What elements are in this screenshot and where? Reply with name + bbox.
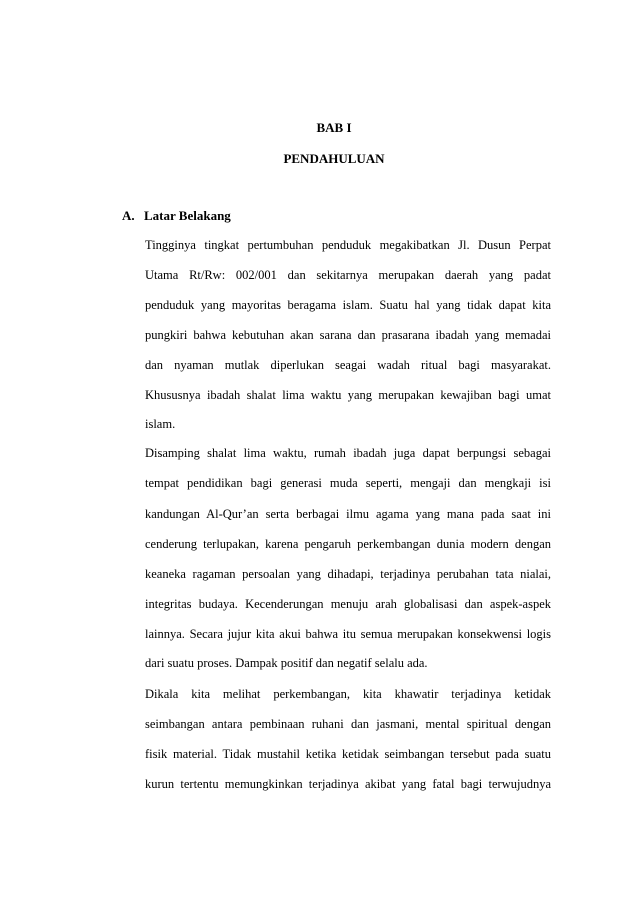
section-title: Latar Belakang [144,208,231,223]
section-label: A. [122,208,135,223]
chapter-number: BAB I [316,120,352,135]
paragraph-line: Khususnya ibadah shalat lima waktu yang merupakan kewajiban bagi umat [145,388,551,402]
paragraph-line: lainnya. Secara jujur kita akui bahwa itu semua merupakan konsekwensi logis [145,627,551,641]
paragraph-line: Disamping shalat lima waktu, rumah ibadah juga dapat berpungsi sebagai [145,446,551,460]
section-heading [122,208,231,224]
paragraph-line: penduduk yang mayoritas beragama islam. Suatu hal yang tidak dapat kita [145,298,551,312]
paragraph-line: kandungan Al-Qur’an serta berbagai ilmu agama yang mana pada saat ini [145,507,551,521]
paragraph-line: kurun tertentu memungkinkan terjadinya akibat yang fatal bagi terwujudnya [145,777,551,791]
paragraph-line: Utama Rt/Rw: 002/001 dan sekitarnya merupakan daerah yang padat [145,268,551,282]
paragraph-line: integritas budaya. Kecenderungan menuju arah globalisasi dan aspek-aspek [145,597,551,611]
paragraph-line: tempat pendidikan bagi generasi muda seperti, mengaji dan mengkaji isi [145,476,551,490]
paragraph-line: fisik material. Tidak mustahil ketika ketidak seimbangan tersebut pada suatu [145,747,551,761]
paragraph-line: dari suatu proses. Dampak positif dan negatif selalu ada. [145,656,428,670]
paragraph-line: Dikala kita melihat perkembangan, kita khawatir terjadinya ketidak [145,687,551,701]
paragraph-line: seimbangan antara pembinaan ruhani dan jasmani, mental spiritual dengan [145,717,551,731]
paragraph-line: pungkiri bahwa kebutuhan akan sarana dan prasarana ibadah yang memadai [145,328,551,342]
paragraph-line: cenderung terlupakan, karena pengaruh perkembangan dunia modern dengan [145,537,551,551]
paragraph-line: keaneka ragaman persoalan yang dihadapi, terjadinya perubahan tata nialai, [145,567,551,581]
paragraph-line: islam. [145,417,176,431]
chapter-title: PENDAHULUAN [283,151,385,166]
paragraph-line: Tingginya tingkat pertumbuhan penduduk megakibatkan Jl. Dusun Perpat [145,238,551,252]
paragraph-line: dan nyaman mutlak diperlukan seagai wadah ritual bagi masyarakat. [145,358,551,372]
